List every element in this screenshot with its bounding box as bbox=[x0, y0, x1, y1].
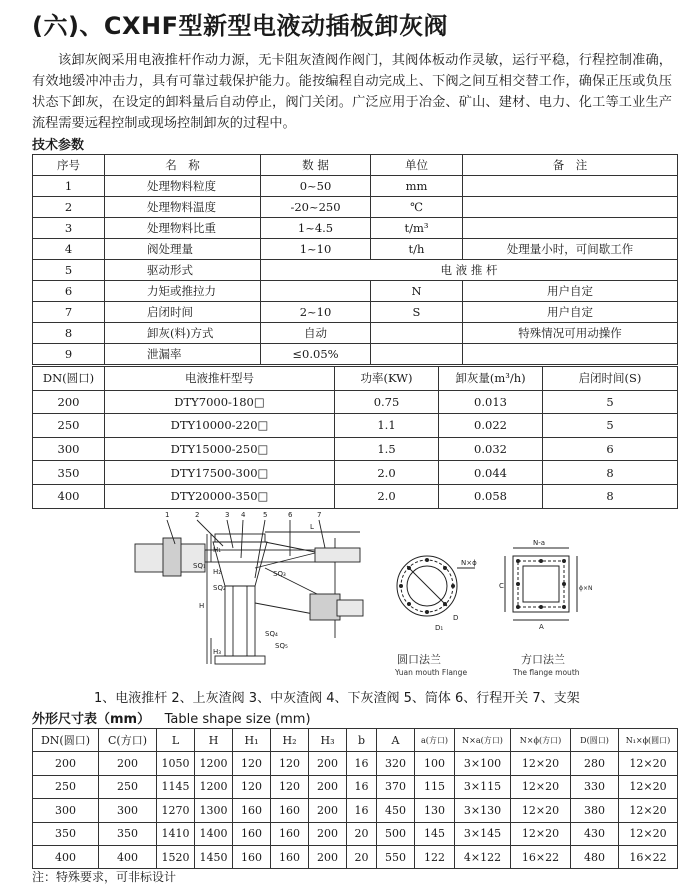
table-cell: 200 bbox=[309, 822, 347, 845]
table-cell: 8 bbox=[33, 323, 105, 344]
table-cell: 12×20 bbox=[511, 822, 571, 845]
valve-drawing bbox=[115, 508, 593, 683]
tech-row bbox=[33, 281, 678, 302]
table-cell: 0~50 bbox=[261, 176, 371, 197]
table-cell: 处理量小时，可间歇工作 bbox=[463, 239, 678, 260]
dims-row bbox=[33, 822, 678, 845]
table-cell: 1.5 bbox=[335, 437, 439, 461]
header-cell: N₁×ϕ(圆口) bbox=[619, 729, 678, 752]
dim-label: H bbox=[199, 602, 205, 610]
table-cell: 200 bbox=[309, 845, 347, 868]
table-cell: 2~10 bbox=[261, 302, 371, 323]
table-cell: 400 bbox=[33, 845, 99, 868]
part-number: 7 bbox=[317, 511, 322, 519]
header-cell: H₂ bbox=[271, 729, 309, 752]
table-cell: 480 bbox=[571, 845, 619, 868]
table-cell: 12×20 bbox=[511, 752, 571, 775]
header-cell: 数 据 bbox=[261, 155, 371, 176]
table-cell: 用户自定 bbox=[463, 281, 678, 302]
round-flange-caption: 圆口法兰 bbox=[397, 653, 441, 666]
table-cell: 1145 bbox=[157, 775, 195, 798]
table-cell: 8 bbox=[543, 461, 678, 485]
table-cell bbox=[463, 176, 678, 197]
table-cell: 400 bbox=[33, 484, 105, 508]
model-row bbox=[33, 437, 678, 461]
table-cell: 160 bbox=[271, 799, 309, 822]
dim-label: H₂ bbox=[213, 568, 222, 576]
dims-row bbox=[33, 799, 678, 822]
tech-row bbox=[33, 323, 678, 344]
table-cell bbox=[463, 344, 678, 365]
table-cell: 6 bbox=[543, 437, 678, 461]
model-row bbox=[33, 390, 678, 414]
table-cell bbox=[463, 197, 678, 218]
table-cell: 120 bbox=[233, 752, 271, 775]
table-cell: 400 bbox=[99, 845, 157, 868]
dims-row bbox=[33, 775, 678, 798]
table-cell: mm bbox=[371, 176, 463, 197]
table-cell: 500 bbox=[377, 822, 415, 845]
table-cell: 1~10 bbox=[261, 239, 371, 260]
part-number: 5 bbox=[263, 511, 268, 519]
table-cell: 16×22 bbox=[511, 845, 571, 868]
part-number: 3 bbox=[225, 511, 230, 519]
table-cell: DTY15000-250□ bbox=[105, 437, 335, 461]
table-cell bbox=[463, 218, 678, 239]
tech-row bbox=[33, 197, 678, 218]
table-cell: 泄漏率 bbox=[105, 344, 261, 365]
table-cell: 1300 bbox=[195, 799, 233, 822]
table-cell: 1 bbox=[33, 176, 105, 197]
table-cell: S bbox=[371, 302, 463, 323]
table-cell: 3×100 bbox=[455, 752, 511, 775]
square-flange-caption-en: The flange mouth bbox=[513, 668, 580, 677]
table-cell: 280 bbox=[571, 752, 619, 775]
table-cell: 300 bbox=[99, 799, 157, 822]
part-number: 2 bbox=[195, 511, 200, 519]
table-cell: 0.75 bbox=[335, 390, 439, 414]
header-cell: 卸灰量(m³/h) bbox=[439, 367, 543, 391]
table-cell: t/m³ bbox=[371, 218, 463, 239]
table-cell: 16×22 bbox=[619, 845, 678, 868]
header-cell: DN(圆口) bbox=[33, 729, 99, 752]
table-cell bbox=[261, 281, 371, 302]
table-cell: DTY10000-220□ bbox=[105, 414, 335, 438]
table-cell: 350 bbox=[33, 461, 105, 485]
valve-body-drawing bbox=[135, 520, 363, 664]
dims-header-row bbox=[33, 729, 678, 752]
table-cell: 7 bbox=[33, 302, 105, 323]
dim-label: H₃ bbox=[213, 648, 222, 656]
table-cell: 1.1 bbox=[335, 414, 439, 438]
part-number: 1 bbox=[165, 511, 170, 519]
tech-header-row bbox=[33, 155, 678, 176]
table-cell: 16 bbox=[347, 799, 377, 822]
table-cell: 处理物料粒度 bbox=[105, 176, 261, 197]
tech-row bbox=[33, 239, 678, 260]
dim-label: SQ₄ bbox=[265, 630, 278, 638]
table-cell: 250 bbox=[33, 414, 105, 438]
table-cell: 200 bbox=[33, 752, 99, 775]
header-cell: 备 注 bbox=[463, 155, 678, 176]
table-cell: 1450 bbox=[195, 845, 233, 868]
round-flange-caption-en: Yuan mouth Flange bbox=[395, 668, 468, 677]
table-cell: 2.0 bbox=[335, 484, 439, 508]
dims-row bbox=[33, 845, 678, 868]
table-cell: 阀处理量 bbox=[105, 239, 261, 260]
header-cell: 名 称 bbox=[105, 155, 261, 176]
table-cell: 120 bbox=[271, 752, 309, 775]
table-cell: 8 bbox=[543, 484, 678, 508]
table-cell: 160 bbox=[233, 822, 271, 845]
table-cell: 启闭时间 bbox=[105, 302, 261, 323]
dims-table-label bbox=[32, 708, 311, 727]
table-cell: 2.0 bbox=[335, 461, 439, 485]
table-cell: 1410 bbox=[157, 822, 195, 845]
table-cell: 200 bbox=[33, 390, 105, 414]
table-cell bbox=[371, 323, 463, 344]
table-cell: 3×130 bbox=[455, 799, 511, 822]
table-cell: 电 液 推 杆 bbox=[261, 260, 678, 281]
flange-label: N-a bbox=[533, 539, 546, 547]
table-cell: 100 bbox=[415, 752, 455, 775]
page-title: (六)、CXHF型新型电液动插板卸灰阀 bbox=[32, 12, 449, 40]
table-cell: 320 bbox=[377, 752, 415, 775]
table-cell: N bbox=[371, 281, 463, 302]
dim-label: H₁ bbox=[213, 546, 222, 554]
tech-params-label: 技术参数 bbox=[32, 138, 85, 153]
table-cell: 250 bbox=[33, 775, 99, 798]
dims-row bbox=[33, 752, 678, 775]
tech-row bbox=[33, 344, 678, 365]
table-cell: 370 bbox=[377, 775, 415, 798]
tech-row bbox=[33, 176, 678, 197]
table-cell: 300 bbox=[33, 437, 105, 461]
dim-label: L bbox=[310, 523, 314, 531]
table-cell: 160 bbox=[233, 845, 271, 868]
table-cell: 350 bbox=[33, 822, 99, 845]
table-cell: 3 bbox=[33, 218, 105, 239]
flange-label: D bbox=[453, 614, 459, 622]
table-cell: 3×115 bbox=[455, 775, 511, 798]
model-row bbox=[33, 414, 678, 438]
header-cell: H₃ bbox=[309, 729, 347, 752]
round-flange-drawing bbox=[394, 556, 477, 677]
table-cell: 200 bbox=[309, 775, 347, 798]
table-cell: 20 bbox=[347, 845, 377, 868]
flange-label: ϕ×N bbox=[579, 585, 593, 592]
dims-label-en: Table shape size (mm) bbox=[164, 712, 311, 727]
table-cell: 1520 bbox=[157, 845, 195, 868]
table-cell: 16 bbox=[347, 775, 377, 798]
table-cell: 430 bbox=[571, 822, 619, 845]
table-cell: 200 bbox=[309, 752, 347, 775]
table-cell: 1200 bbox=[195, 775, 233, 798]
table-cell: DTY7000-180□ bbox=[105, 390, 335, 414]
table-cell: 5 bbox=[543, 390, 678, 414]
header-cell: 电液推杆型号 bbox=[105, 367, 335, 391]
table-cell: DTY20000-350□ bbox=[105, 484, 335, 508]
table-cell: 122 bbox=[415, 845, 455, 868]
square-flange-drawing bbox=[499, 539, 592, 677]
table-cell: 特殊情况可用动操作 bbox=[463, 323, 678, 344]
table-cell: 120 bbox=[233, 775, 271, 798]
model-row bbox=[33, 461, 678, 485]
tech-row bbox=[33, 260, 678, 281]
header-cell: N×ϕ(方口) bbox=[511, 729, 571, 752]
header-cell: 序号 bbox=[33, 155, 105, 176]
table-cell: 2 bbox=[33, 197, 105, 218]
table-cell: 12×20 bbox=[619, 822, 678, 845]
header-cell: a(方口) bbox=[415, 729, 455, 752]
table-cell: 0.058 bbox=[439, 484, 543, 508]
part-number: 6 bbox=[288, 511, 293, 519]
table-cell: 12×20 bbox=[619, 775, 678, 798]
table-cell: 250 bbox=[99, 775, 157, 798]
dimensions-table bbox=[32, 728, 678, 869]
model-header-row bbox=[33, 367, 678, 391]
header-cell: L bbox=[157, 729, 195, 752]
table-cell: 160 bbox=[271, 845, 309, 868]
flange-label: A bbox=[539, 623, 544, 631]
table-cell: 120 bbox=[271, 775, 309, 798]
table-cell: 380 bbox=[571, 799, 619, 822]
flange-label: N×ϕ bbox=[461, 559, 477, 567]
table-cell: 处理物料比重 bbox=[105, 218, 261, 239]
table-cell: 1050 bbox=[157, 752, 195, 775]
model-row bbox=[33, 484, 678, 508]
table-cell: 4×122 bbox=[455, 845, 511, 868]
model-table bbox=[32, 366, 678, 509]
table-cell: 自动 bbox=[261, 323, 371, 344]
header-cell: 功率(KW) bbox=[335, 367, 439, 391]
header-cell: D(圆口) bbox=[571, 729, 619, 752]
table-cell: 200 bbox=[99, 752, 157, 775]
flange-label: D₁ bbox=[435, 624, 444, 632]
table-cell: 6 bbox=[33, 281, 105, 302]
table-cell: 0.013 bbox=[439, 390, 543, 414]
tech-row bbox=[33, 302, 678, 323]
dims-label-cn: 外形尺寸表（mm） bbox=[32, 712, 151, 727]
table-cell: 130 bbox=[415, 799, 455, 822]
header-cell: DN(圆口) bbox=[33, 367, 105, 391]
header-cell: C(方口) bbox=[99, 729, 157, 752]
header-cell: A bbox=[377, 729, 415, 752]
table-cell: 驱动形式 bbox=[105, 260, 261, 281]
header-cell: H₁ bbox=[233, 729, 271, 752]
table-cell: 4 bbox=[33, 239, 105, 260]
table-cell: 1270 bbox=[157, 799, 195, 822]
header-cell: b bbox=[347, 729, 377, 752]
intro-paragraph: 该卸灰阀采用电液推杆作动力源，无卡阻灰渣阀作阀门，其阀体板动作灵敏，运行平稳，行程控制准确，有效地缓冲冲击力，具有可靠过载保护能力。能按编程自动完成上、下阀之间互相交替工作，确保正压或负压状态下卸灰，在设定的卸料量后自动停止，阀门关闭。广泛应用于冶金、矿山、建材、电力、化工等工业生产流程需要远程控制或现场控制卸灰的过程中。 bbox=[32, 53, 672, 131]
table-cell bbox=[371, 344, 463, 365]
table-cell: t/h bbox=[371, 239, 463, 260]
table-cell: 3×145 bbox=[455, 822, 511, 845]
table-cell: 200 bbox=[309, 799, 347, 822]
header-cell: N×a(方口) bbox=[455, 729, 511, 752]
table-cell: 12×20 bbox=[511, 799, 571, 822]
table-cell: 1~4.5 bbox=[261, 218, 371, 239]
table-cell: 550 bbox=[377, 845, 415, 868]
parts-legend: 1、电液推杆 2、上灰渣阀 3、中灰渣阀 4、下灰渣阀 5、筒体 6、行程开关 7、支架 bbox=[94, 691, 580, 706]
dim-label: SQ₃ bbox=[273, 570, 286, 578]
table-cell: 12×20 bbox=[619, 799, 678, 822]
table-cell: 5 bbox=[543, 414, 678, 438]
table-cell: 145 bbox=[415, 822, 455, 845]
table-cell: 5 bbox=[33, 260, 105, 281]
table-cell: 12×20 bbox=[619, 752, 678, 775]
table-cell: 300 bbox=[33, 799, 99, 822]
table-cell: 卸灰(料)方式 bbox=[105, 323, 261, 344]
table-cell: 115 bbox=[415, 775, 455, 798]
header-cell: H bbox=[195, 729, 233, 752]
header-cell: 启闭时间(S) bbox=[543, 367, 678, 391]
table-cell: 16 bbox=[347, 752, 377, 775]
part-number: 4 bbox=[241, 511, 246, 519]
dim-label: SQ₂ bbox=[213, 584, 226, 592]
table-cell: 处理物料温度 bbox=[105, 197, 261, 218]
table-cell: 350 bbox=[99, 822, 157, 845]
table-cell: -20~250 bbox=[261, 197, 371, 218]
table-cell: ℃ bbox=[371, 197, 463, 218]
table-cell: 160 bbox=[271, 822, 309, 845]
table-cell: DTY17500-300□ bbox=[105, 461, 335, 485]
table-cell: 1200 bbox=[195, 752, 233, 775]
header-cell: 单位 bbox=[371, 155, 463, 176]
table-cell: 20 bbox=[347, 822, 377, 845]
table-cell: 450 bbox=[377, 799, 415, 822]
table-cell: 0.044 bbox=[439, 461, 543, 485]
table-cell: 0.032 bbox=[439, 437, 543, 461]
footnote: 注：特殊要求，可非标设计 bbox=[32, 870, 177, 884]
table-cell: 0.022 bbox=[439, 414, 543, 438]
table-cell: 12×20 bbox=[511, 775, 571, 798]
tech-row bbox=[33, 218, 678, 239]
tech-params-table bbox=[32, 154, 678, 365]
table-cell: 力矩或推拉力 bbox=[105, 281, 261, 302]
dim-label: SQ₁ bbox=[193, 562, 206, 570]
table-cell: 1400 bbox=[195, 822, 233, 845]
square-flange-caption: 方口法兰 bbox=[521, 653, 565, 666]
table-cell: 9 bbox=[33, 344, 105, 365]
flange-label: C bbox=[499, 582, 504, 590]
table-cell: 160 bbox=[233, 799, 271, 822]
table-cell: 用户自定 bbox=[463, 302, 678, 323]
table-cell: 330 bbox=[571, 775, 619, 798]
dim-label: SQ₅ bbox=[275, 642, 288, 650]
table-cell: ≤0.05% bbox=[261, 344, 371, 365]
